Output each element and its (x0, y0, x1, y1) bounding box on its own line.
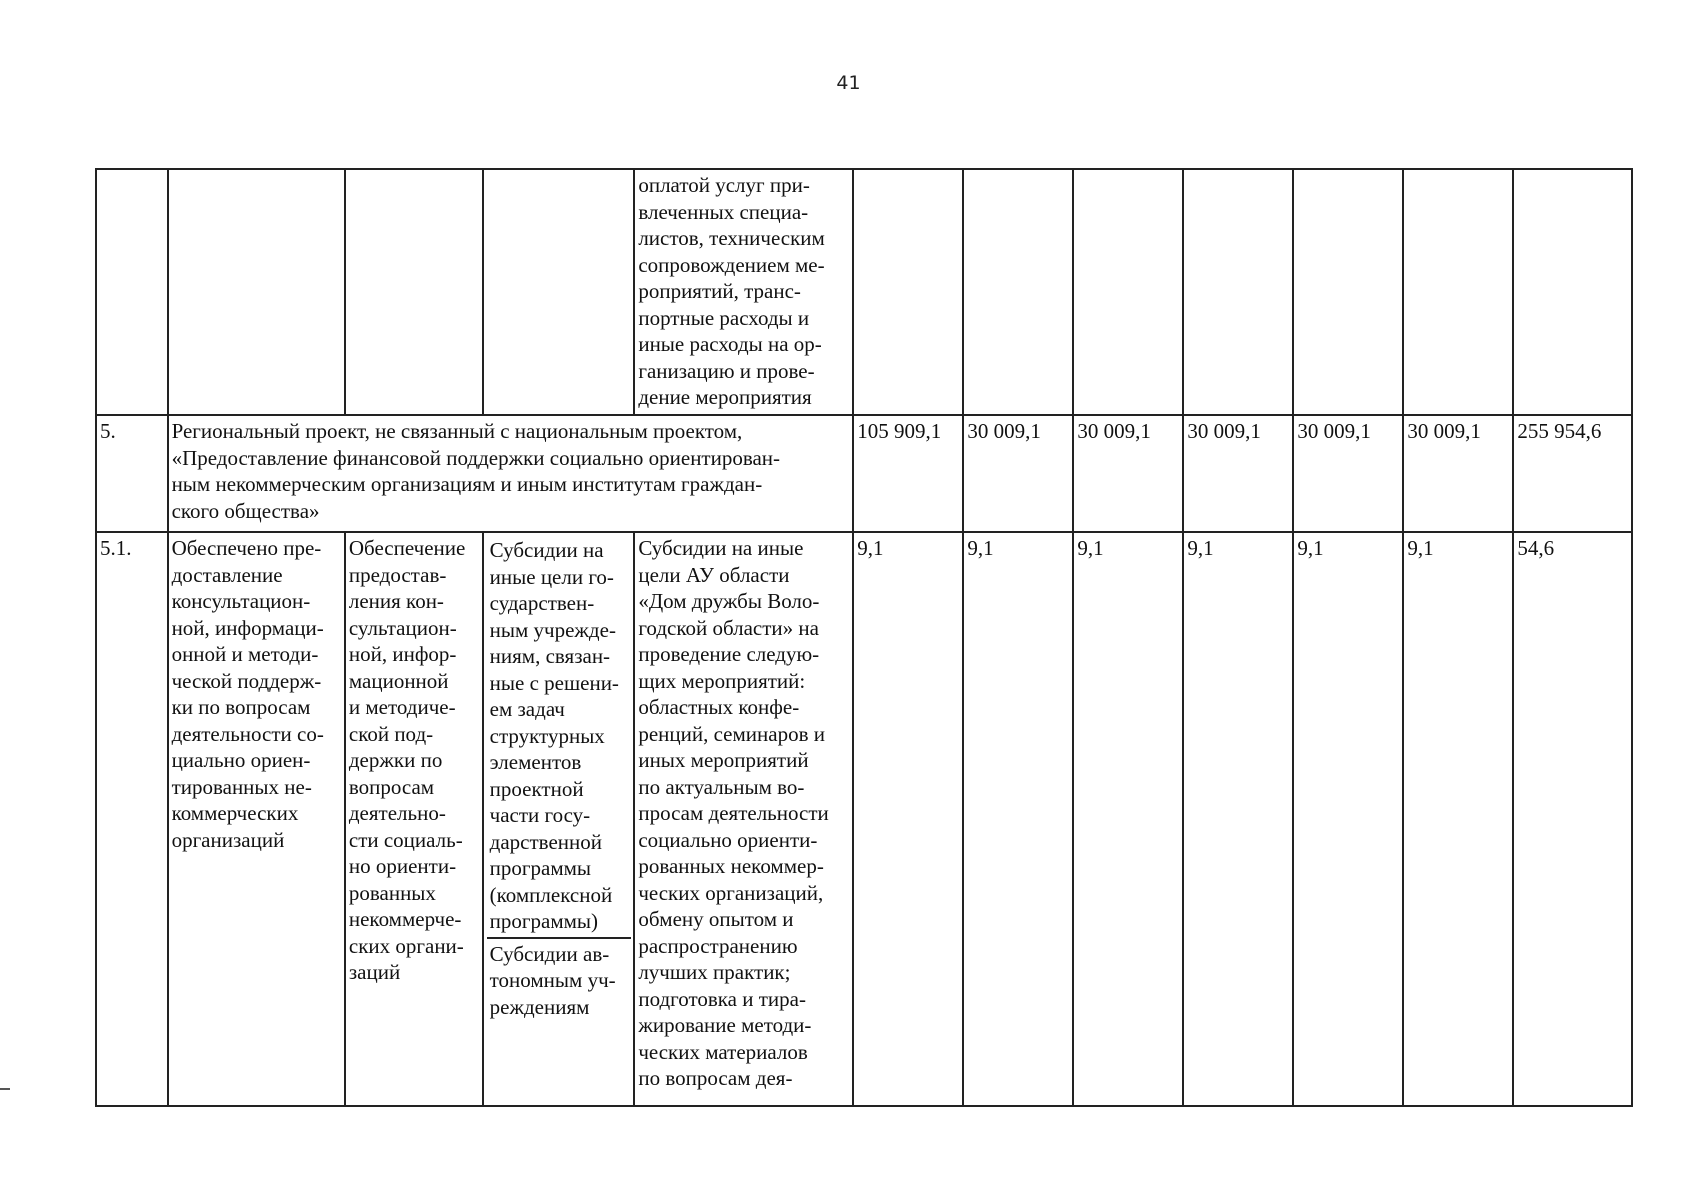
measure-cell: Субсидии на иные цели АУ области «Дом дружбы Воло- годской области» на проведение следую- щих мероприятий: областных конфе- ренций, семинаров и иных мероприятий по актуальным во- просам деятельности социально ориенти- рованных некоммер- ческих организаций, обмену опытом и распространению лучших практик; подготовка и тира- жирование методи- ческих материалов по вопросам дея- (634, 532, 853, 1106)
table-cell (1183, 169, 1293, 415)
row-number: 5.1. (96, 532, 168, 1106)
value-cell: 30 009,1 (1403, 415, 1513, 532)
value-cell: 9,1 (1293, 532, 1403, 1106)
expense-type-2: Субсидии ав- тономным уч- реждениям (489, 941, 616, 1019)
value-cell: 30 009,1 (1293, 415, 1403, 532)
value-cell: 9,1 (1403, 532, 1513, 1106)
table-row-5-1 (96, 532, 1632, 1106)
value-cell: 9,1 (1183, 532, 1293, 1106)
value-cell: 9,1 (853, 532, 963, 1106)
table-cell (1073, 169, 1183, 415)
table-cell (1513, 169, 1632, 415)
budget-table (95, 168, 1633, 1107)
expense-type-1: Субсидии на иные цели го- сударствен- ным учрежде- ниям, связан- ные с решени- ем задач структурных элементов проектной части госу- дарственной программы (комплексной программы) (487, 535, 632, 939)
value-cell: 9,1 (1073, 532, 1183, 1106)
table-cell (96, 169, 168, 415)
value-cell: 30 009,1 (963, 415, 1073, 532)
value-cell: 9,1 (963, 532, 1073, 1106)
total-cell: 255 954,6 (1513, 415, 1632, 532)
table-cell (1293, 169, 1403, 415)
value-cell: 105 909,1 (853, 415, 963, 532)
value-cell: 30 009,1 (1073, 415, 1183, 532)
result-cell: Обеспечено пре- доставление консультацион- ной, информаци- онной и методи- ческой поддерж- ки по вопросам деятельности со- циально ориен- тированных не- коммерческих организаций (168, 532, 345, 1106)
project-title: Региональный проект, не связанный с национальным проектом, «Предоставление финансовой поддержки социально ориентирован- ным некоммерческим организациям и иным институтам граждан- ского общества» (168, 415, 854, 532)
page-number: 41 (836, 72, 861, 94)
table-cell (345, 169, 483, 415)
measure-cell: оплатой услуг при- влеченных специа- листов, техническим сопровождением ме- роприятий, транс- портные расходы и иные расходы на ор- ганизацию и прове- дение мероприятия (634, 169, 853, 415)
table-cell (963, 169, 1073, 415)
table-cell (1403, 169, 1513, 415)
table-cell (168, 169, 345, 415)
value-cell: 30 009,1 (1183, 415, 1293, 532)
scan-edge-mark (0, 1088, 10, 1090)
expense-type-cell (483, 532, 635, 1106)
table-row-5 (96, 415, 1632, 532)
row-number: 5. (96, 415, 168, 532)
table-row-continuation (96, 169, 1632, 415)
table-cell (853, 169, 963, 415)
task-cell: Обеспечение предостав- ления кон- сультацион- ной, инфор- мационной и методиче- ской под- держки по вопросам деятельно- сти социаль- но ориенти- рованных некоммерче- ских органи- заций (345, 532, 483, 1106)
table-cell (483, 169, 635, 415)
total-cell: 54,6 (1513, 532, 1632, 1106)
